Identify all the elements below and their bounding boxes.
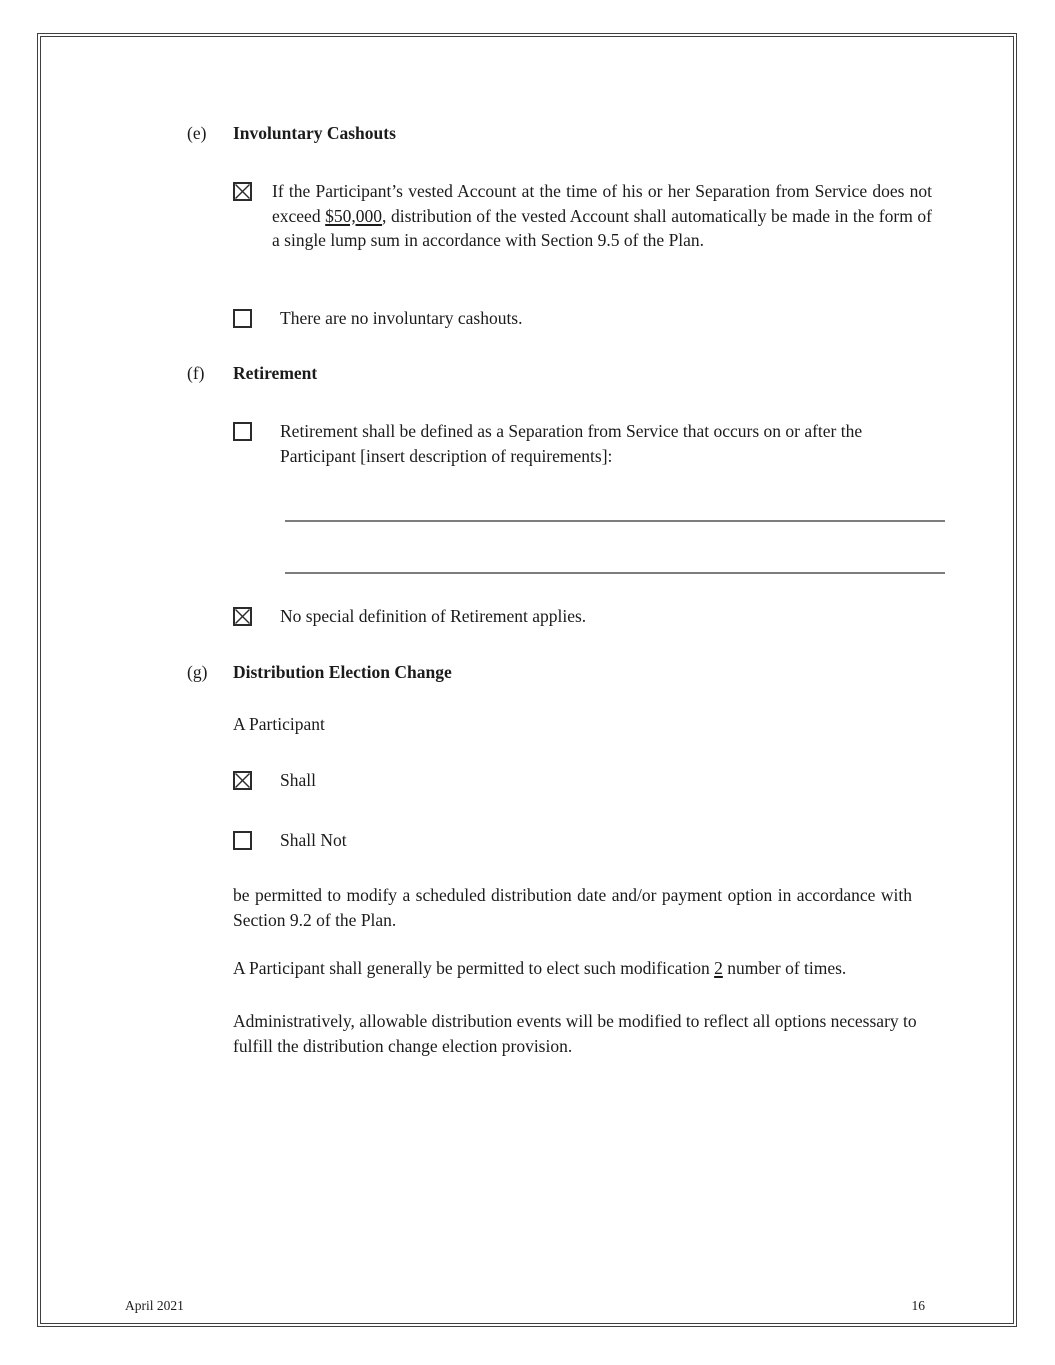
checkbox-option-label: Shall <box>280 770 316 790</box>
footer-date: April 2021 <box>125 1298 184 1313</box>
text-segment: , distribution of the vested Account shall automatically be made in the form of a single lump sum in accordance with Section 9.5 of the Plan. <box>272 205 932 250</box>
checkbox-item-no-special-definition <box>233 604 932 629</box>
intro-text: A Participant <box>233 714 325 734</box>
section-label: (e) <box>187 123 207 143</box>
paragraph-modification-times <box>233 956 953 981</box>
checkbox-option-shall <box>233 768 633 793</box>
section-label: (g) <box>187 662 208 682</box>
text-segment: number of times. <box>722 958 847 978</box>
underlined-value: $50,000 <box>325 205 383 226</box>
paragraph-permitted-modify: be permitted to modify a scheduled distribution date and/or payment option in accordance with Section 9.2 of the Plan. <box>233 885 912 930</box>
text-segment: If the Participant’s vested Account at the time of his or her Separation from Service does not exceed <box>272 181 932 226</box>
checkbox-item-involuntary-cashout <box>233 179 932 253</box>
checkbox-checked[interactable] <box>233 771 252 790</box>
text-segment: A Participant shall generally be permitted to elect such modification <box>233 958 715 978</box>
checkbox-option-label: Shall Not <box>280 830 347 850</box>
x-mark-icon <box>235 609 250 624</box>
checkbox-item-text <box>272 179 932 253</box>
section-heading-f <box>187 361 887 386</box>
section-title: Retirement <box>233 363 318 383</box>
fill-in-blank-line[interactable] <box>285 520 945 522</box>
checkbox-unchecked[interactable] <box>233 309 252 328</box>
checkbox-item-text: No special definition of Retirement applies. <box>280 606 587 626</box>
checkbox-option-shall-not <box>233 828 633 853</box>
fill-in-blank-line[interactable] <box>285 572 945 574</box>
checkbox-unchecked[interactable] <box>233 831 252 850</box>
section-label: (f) <box>187 363 205 383</box>
x-mark-icon <box>235 773 250 788</box>
checkbox-item-retirement-definition <box>233 419 935 468</box>
checkbox-item-text: There are no involuntary cashouts. <box>280 308 523 328</box>
paragraph-administratively: Administratively, allowable distribution events will be modified to reflect all options necessary to fulfill the distribution change election provision. <box>233 1011 917 1056</box>
checkbox-checked[interactable] <box>233 182 252 201</box>
footer-page-number: 16 <box>911 1298 925 1313</box>
checkbox-checked[interactable] <box>233 607 252 626</box>
checkbox-unchecked[interactable] <box>233 422 252 441</box>
underlined-value: 2 <box>714 958 723 978</box>
x-mark-icon <box>235 184 250 199</box>
section-heading-g <box>187 660 887 685</box>
checkbox-item-text: Retirement shall be defined as a Separation from Service that occurs on or after the Participant [insert description of requirements]: <box>280 421 863 466</box>
section-title: Distribution Election Change <box>233 662 452 682</box>
section-title: Involuntary Cashouts <box>233 123 396 143</box>
checkbox-item-no-involuntary-cashouts <box>233 306 932 331</box>
section-heading-e <box>187 121 887 146</box>
